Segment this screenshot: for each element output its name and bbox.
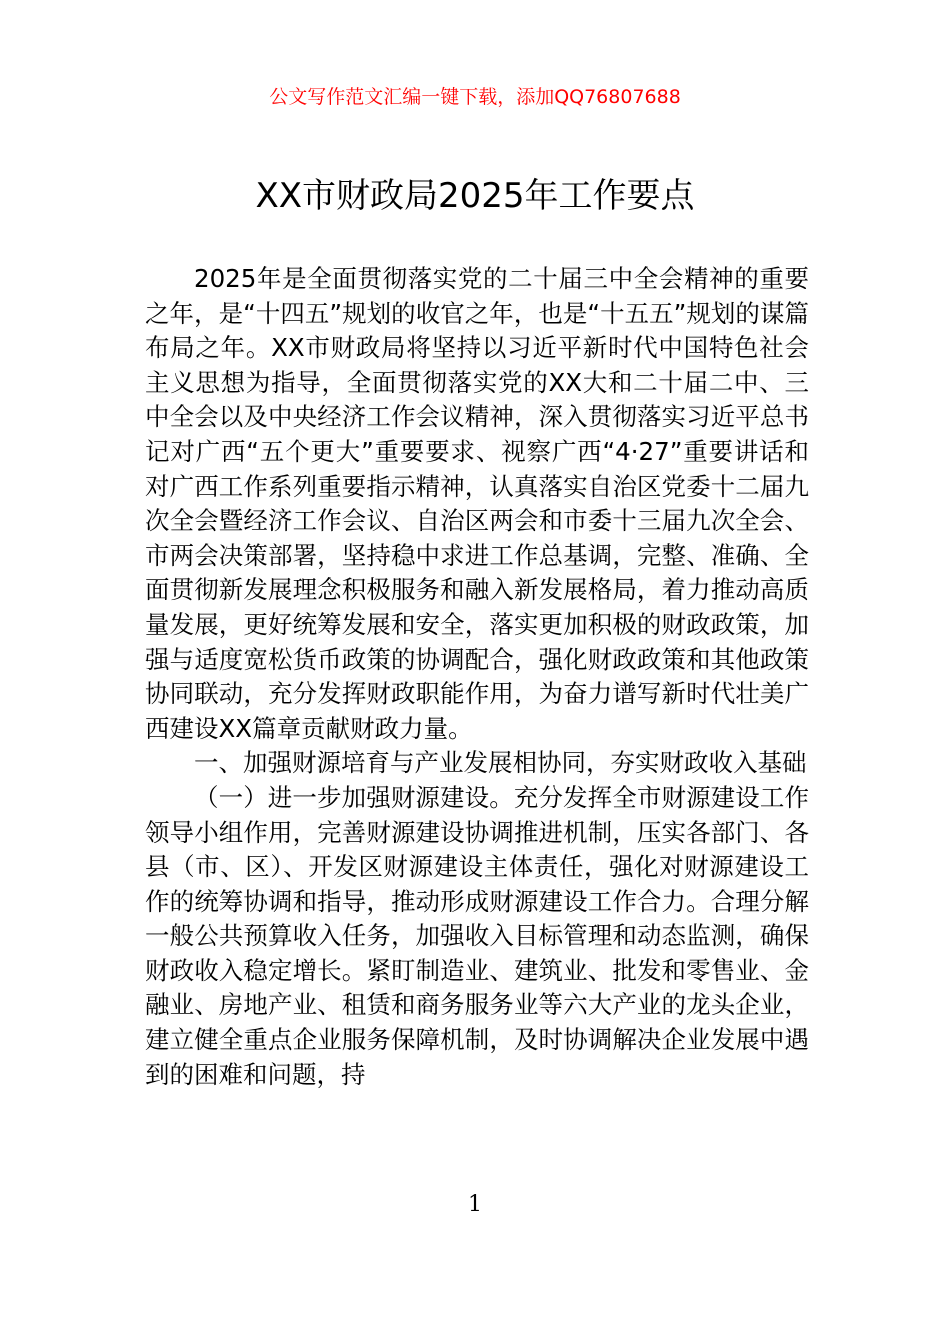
- subsection-paragraph-1: （一）进一步加强财源建设。充分发挥全市财源建设工作领导小组作用，完善财源建设协调推进机制，压实各部门、各县（市、区）、开发区财源建设主体责任，强化对财源建设工作的统筹协调和指导，推动形成财源建设工作合力。合理分解一般公共预算收入任务，加强收入目标管理和动态监测，确保财政收入稳定增长。紧盯制造业、建筑业、批发和零售业、金融业、房地产业、租赁和商务服务业等六大产业的龙头企业，建立健全重点企业服务保障机制，及时协调解决企业发展中遇到的困难和问题，持: [145, 782, 809, 1089]
- watermark-banner: 公文写作范文汇编一键下载，添加QQ76807688: [269, 86, 681, 108]
- intro-paragraph: 2025年是全面贯彻落实党的二十届三中全会精神的重要之年，是“十四五”规划的收官之年，也是“十五五”规划的谋篇布局之年。XX市财政局将坚持以习近平新时代中国特色社会主义思想为指导，全面贯彻落实党的XX大和二十届二中、三中全会以及中央经济工作会议精神，深入贯彻落实习近平总书记对广西“五个更大”重要要求、视察广西“4·27”重要讲话和对广西工作系列重要指示精神，认真落实自治区党委十二届九次全会暨经济工作会议、自治区两会和市委十三届九次全会、市两会决策部署，坚持稳中求进工作总基调，完整、准确、全面贯彻新发展理念积极服务和融入新发展格局，着力推动高质量发展，更好统筹发展和安全，落实更加积极的财政政策，加强与适度宽松货币政策的协调配合，强化财政政策和其他政策协同联动，充分发挥财政职能作用，为奋力谱写新时代壮美广西建设XX篇章贡献财政力量。: [145, 264, 809, 743]
- page-number: 1: [468, 1192, 482, 1217]
- document-body: [145, 262, 809, 1092]
- section-heading-1: 一、加强财源培育与产业发展相协同，夯实财政收入基础: [194, 748, 807, 778]
- document-title: XX市财政局2025年工作要点: [255, 176, 695, 216]
